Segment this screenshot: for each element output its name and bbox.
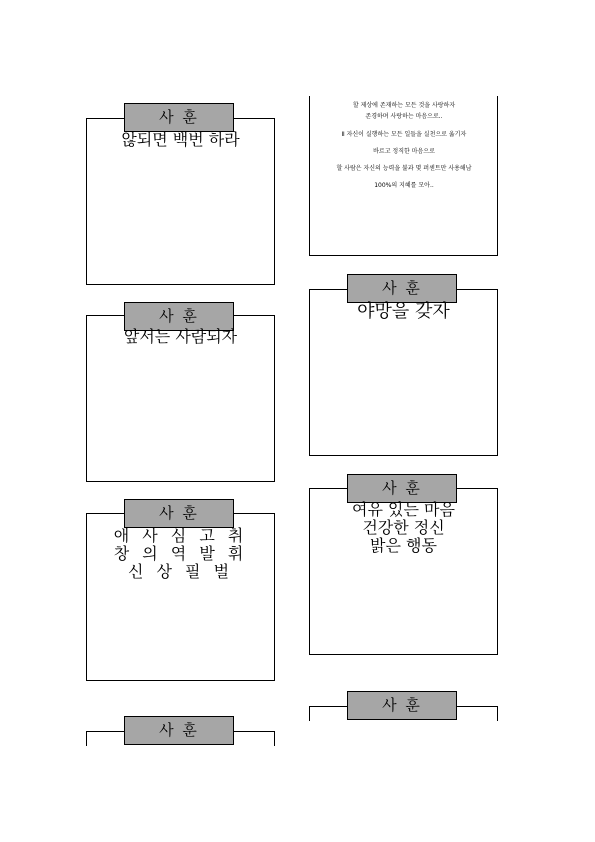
motto-line: 바르고 정직한 마음으로 (373, 148, 435, 155)
motto-line: 않되면 백번 하라 (121, 130, 240, 149)
motto-line: 야망을 갖자 (357, 301, 450, 322)
motto-tab-6: 사 훈 (347, 274, 457, 303)
motto-line: 여유 있는 마음 (352, 500, 455, 519)
motto-line: 건강한 정신 (362, 518, 445, 537)
motto-line: 할 사람은 자신의 능력을 불과 몇 퍼센트만 사용해남 (336, 165, 472, 172)
motto-line: 앞서는 사람되자 (123, 327, 238, 346)
motto-line: 할 제상에 존재하는 모든 것을 사랑하자 (352, 102, 456, 109)
motto-tab-2: 사 훈 (124, 302, 234, 331)
motto-line: 존경하며 사랑하는 마음으로.. (365, 113, 443, 120)
motto-text-2 (86, 328, 275, 346)
motto-line: 애 사 심 고 취 (113, 526, 248, 545)
motto-tab-3: 사 훈 (124, 499, 234, 528)
motto-line: 밝은 행동 (370, 536, 437, 555)
motto-line: 신 상 필 벌 (127, 562, 234, 581)
motto-line: Ⅱ 자신이 실행하는 모든 일들을 실천으로 옮기자 (341, 131, 467, 138)
motto-text-6 (309, 303, 498, 321)
motto-tab-4: 사 훈 (124, 716, 234, 745)
motto-text-7 (309, 501, 498, 555)
motto-text-1 (86, 131, 275, 149)
motto-text-5 (312, 102, 496, 190)
motto-line: 100%의 지혜를 모아.. (374, 182, 434, 189)
motto-tab-7: 사 훈 (347, 474, 457, 503)
motto-tab-8: 사 훈 (347, 691, 457, 720)
motto-line: 창 의 역 발 휘 (113, 544, 248, 563)
motto-text-3 (86, 527, 275, 581)
motto-tab-1: 사 훈 (124, 103, 234, 132)
